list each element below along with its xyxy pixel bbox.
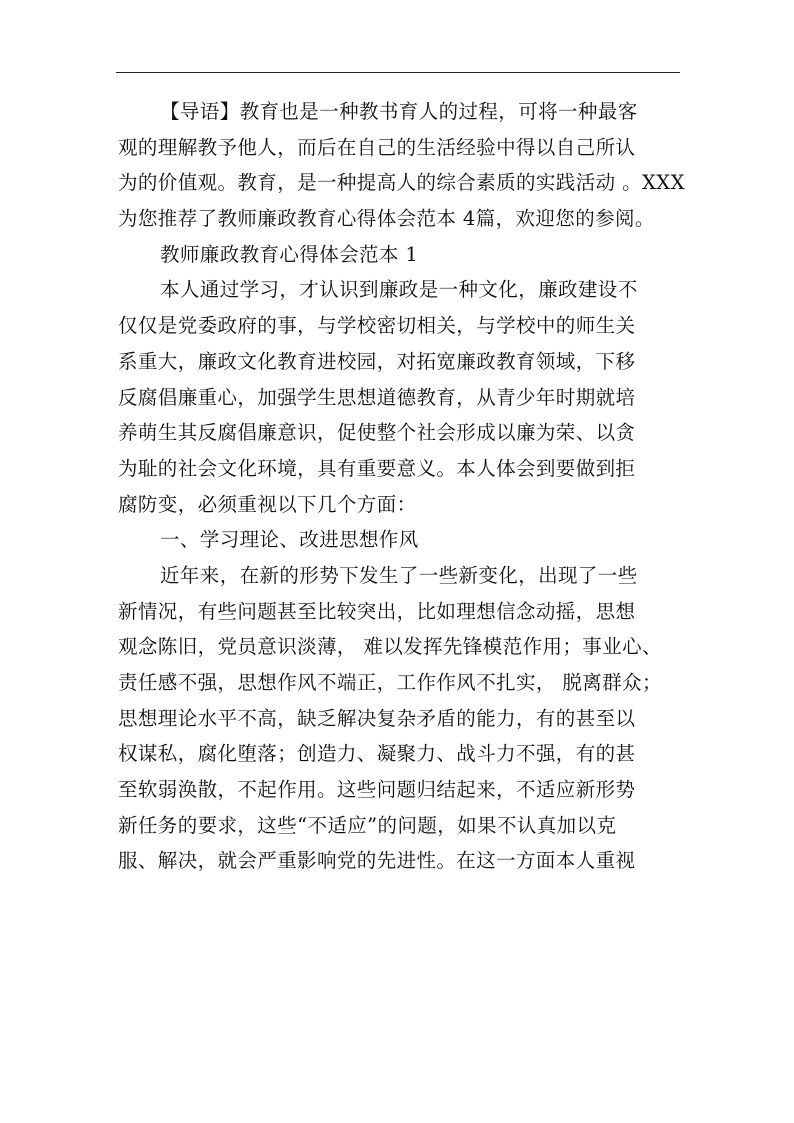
text-line: 一、学习理论、改进思想作风 <box>160 528 419 552</box>
text-line: 责任感不强，思想作风不端正，工作作风不扎实， 脱离群众； <box>118 671 662 694</box>
text-line: 近年来，在新的形势下发生了一些新变化，出现了一些 <box>160 563 638 587</box>
text-line: 权谋私，腐化堕落；创造力、凝聚力、战斗力不强，有的甚 <box>118 742 636 766</box>
text-line: 养萌生其反腐倡廉意识，促使整个社会形成以廉为荣、以贪 <box>118 421 636 445</box>
text-line: 新任务的要求，这些“不适应”的问题，如果不认真加以克 <box>118 813 617 837</box>
text-line: 【导语】教育也是一种教书育人的过程，可将一种最客 <box>160 100 638 123</box>
text-line: 为您推荐了教师廉政教育心得体会范本 4篇，欢迎您的参阅。 <box>118 207 655 231</box>
text-line: 本人通过学习，才认识到廉政是一种文化，廉政建设不 <box>160 278 638 302</box>
text-line: 反腐倡廉重心，加强学生思想道德教育，从青少年时期就培 <box>118 385 636 409</box>
text-line: 为的价值观。教育，是一种提高人的综合素质的实践活动 。XXX <box>118 171 685 195</box>
text-line: 服、解决，就会严重影响党的先进性。在这一方面本人重视 <box>118 849 636 873</box>
header-rule <box>116 72 680 73</box>
document-body <box>118 94 685 879</box>
text-line: 教师廉政教育心得体会范本 1 <box>160 242 419 266</box>
text-line: 观念陈旧，党员意识淡薄， 难以发挥先锋模范作用；事业心、 <box>118 635 662 659</box>
text-line: 新情况，有些问题甚至比较突出，比如理想信念动摇，思想 <box>118 599 636 623</box>
text-line: 观的理解教予他人，而后在自己的生活经验中得以自己所认 <box>118 135 636 159</box>
text-line: 系重大，廉政文化教育进校园，对拓宽廉政教育领域，下移 <box>118 349 636 373</box>
text-line: 为耻的社会文化环境，具有重要意义。本人体会到要做到拒 <box>118 456 636 480</box>
text-line: 至软弱涣散，不起作用。这些问题归结起来，不适应新形势 <box>118 778 636 802</box>
text-line: 思想理论水平不高，缺乏解决复杂矛盾的能力，有的甚至以 <box>118 706 636 730</box>
text-line: 腐防变，必须重视以下几个方面： <box>118 492 417 516</box>
text-line: 仅仅是党委政府的事，与学校密切相关，与学校中的师生关 <box>118 314 636 338</box>
